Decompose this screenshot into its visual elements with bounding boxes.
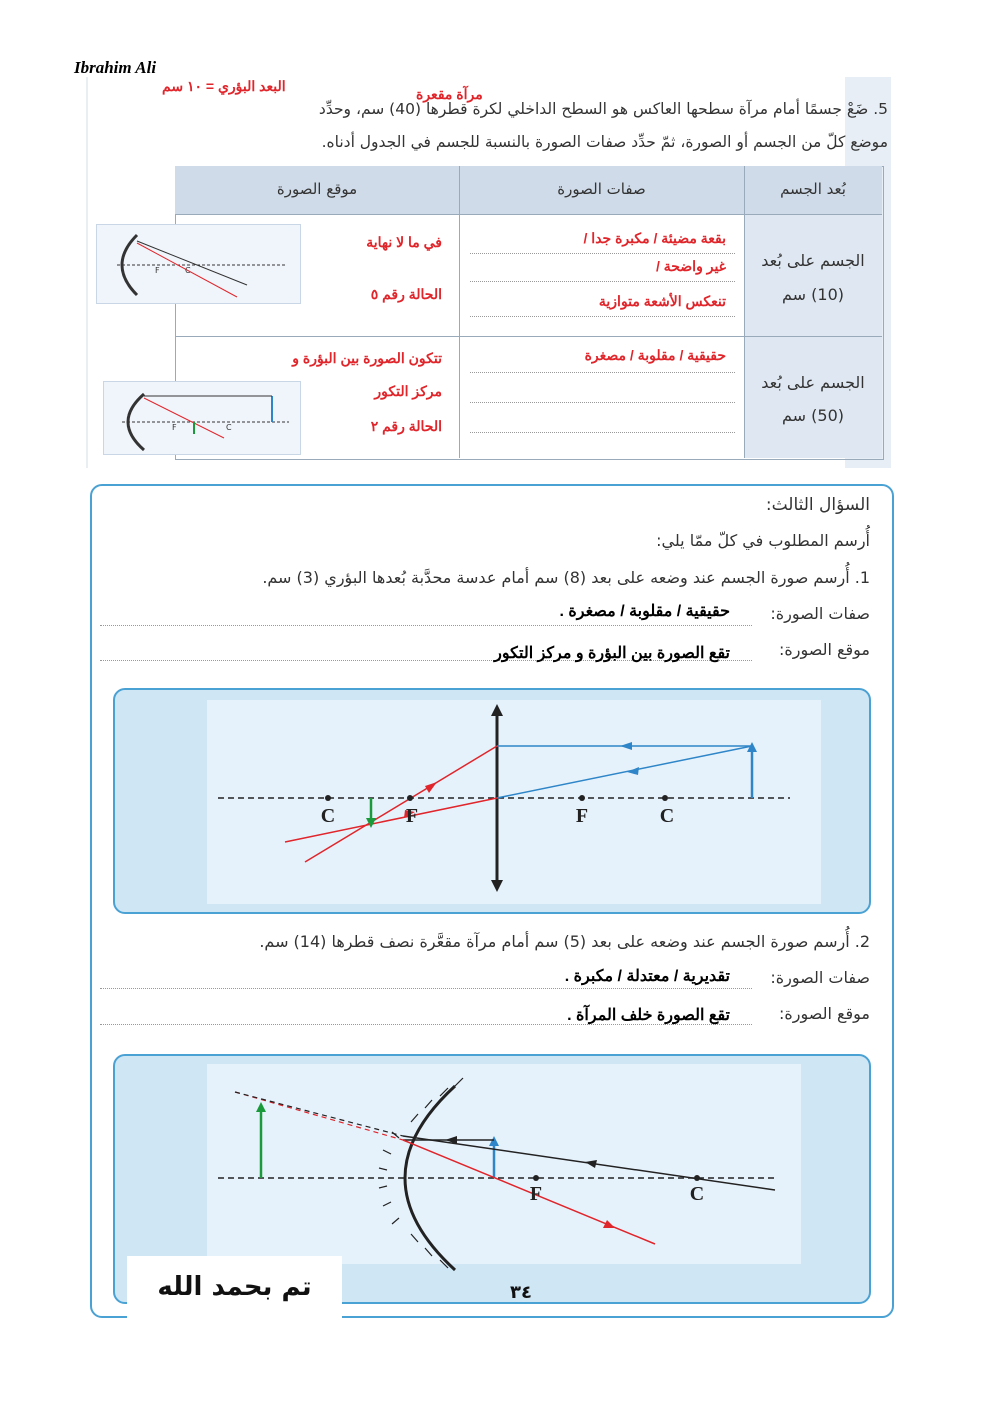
row1-distance-value: (10) سم	[782, 285, 844, 304]
header-location: موقع الصورة	[276, 180, 358, 198]
mirror-ray-sketch-2	[104, 382, 300, 454]
q2-loc-label: موقع الصورة:	[778, 1004, 870, 1023]
third-question-instruction: أُرسم المطلوب في كلّ ممّا يلي:	[656, 531, 870, 550]
label-c-right: C	[659, 805, 675, 827]
finish-stamp: تم بحمد الله	[127, 1256, 342, 1318]
answer-line	[470, 432, 735, 433]
svg-text:F: F	[155, 266, 160, 275]
mirror-ray-sketch-1	[97, 225, 300, 303]
label-f: F	[529, 1183, 543, 1205]
q2-loc-answer: تقع الصورة خلف المرآة .	[567, 1007, 730, 1024]
answer-line	[470, 402, 735, 403]
answer-line	[100, 625, 752, 626]
row-divider	[175, 214, 882, 215]
answer-line	[470, 316, 735, 317]
label-f-right: F	[575, 805, 589, 827]
row1-location-2: الحالة رقم ٥	[370, 286, 442, 302]
question5-line2: موضع كلّ من الجسم أو الصورة، ثمّ حدِّد صفات الصورة بالنسبة للجسم في الجدول أدناه.	[321, 133, 888, 151]
row2-location-3: الحالة رقم ٢	[370, 418, 442, 434]
row2-location-2: مركز التكور	[374, 383, 442, 399]
answer-line	[470, 253, 735, 254]
svg-text:C: C	[185, 266, 191, 275]
q2-props-answer: تقديرية / معتدلة / مكبرة .	[564, 968, 730, 985]
answer-line	[470, 281, 735, 282]
q2-props-label: صفات الصورة:	[770, 968, 870, 987]
row1-property-2: غير واضحة /	[655, 258, 726, 274]
label-c: C	[689, 1183, 705, 1205]
row2-property-1: حقيقية / مقلوبة / مصغرة	[584, 347, 726, 363]
author-name: Ibrahim Ali	[74, 58, 157, 77]
q1-loc-label: موقع الصورة:	[778, 640, 870, 659]
page-number: ٣٤	[510, 1282, 532, 1303]
q1-props-answer: حقيقية / مقلوبة / مصغرة .	[559, 603, 730, 620]
lens-ray-diagram	[115, 690, 869, 912]
svg-text:C: C	[226, 423, 232, 432]
row2-location-1: تتكون الصورة بين البؤرة و	[292, 350, 442, 366]
answer-line	[100, 988, 752, 989]
q1-loc-answer: تقع الصورة بين البؤرة و مركز التكور	[494, 645, 730, 662]
row1-location-1: في ما لا نهاية	[366, 234, 442, 250]
mirror-thumbnail-2	[103, 381, 301, 455]
label-c-left: C	[320, 805, 336, 827]
row-divider	[175, 336, 882, 337]
row1-distance-label: الجسم على بُعد	[761, 251, 865, 270]
lens-diagram	[113, 688, 871, 914]
q1-text: 1. أُرسم صورة الجسم عند وضعه على بعد (8) سم أمام عدسة محدَّبة بُعدها البؤري (3) سم.	[262, 568, 870, 587]
question5-line1: 5. ضَعْ جسمًا أمام مرآة سطحها العاكس هو السطح الداخلي لكرة قطرها (40) سم، وحدِّد	[318, 100, 888, 118]
focal-length-note: البعد البؤري = ١٠ سم	[162, 78, 286, 94]
row1-property-3: تنعكس الأشعة متوازية	[598, 293, 726, 309]
svg-text:F: F	[172, 423, 177, 432]
label-f-left: F	[405, 805, 419, 827]
mirror-thumbnail-1	[96, 224, 301, 304]
row2-distance-value: (50) سم	[782, 406, 844, 425]
row2-distance-label: الجسم على بُعد	[761, 373, 865, 392]
header-distance: بُعد الجسم	[780, 180, 846, 198]
row1-property-1: بقعة مضيئة / مكبرة جدا /	[583, 230, 726, 246]
mirror-type-note: مرآة مقعرة	[416, 86, 483, 102]
q2-text: 2. أُرسم صورة الجسم عند وضعه على بعد (5) سم أمام مرآة مقعَّرة نصف قطرها (14) سم.	[259, 932, 870, 951]
answer-line	[470, 372, 735, 373]
header-properties: صفات الصورة	[557, 180, 646, 198]
q1-props-label: صفات الصورة:	[770, 604, 870, 623]
col-divider	[459, 166, 460, 458]
third-question-title: السؤال الثالث:	[765, 495, 870, 515]
